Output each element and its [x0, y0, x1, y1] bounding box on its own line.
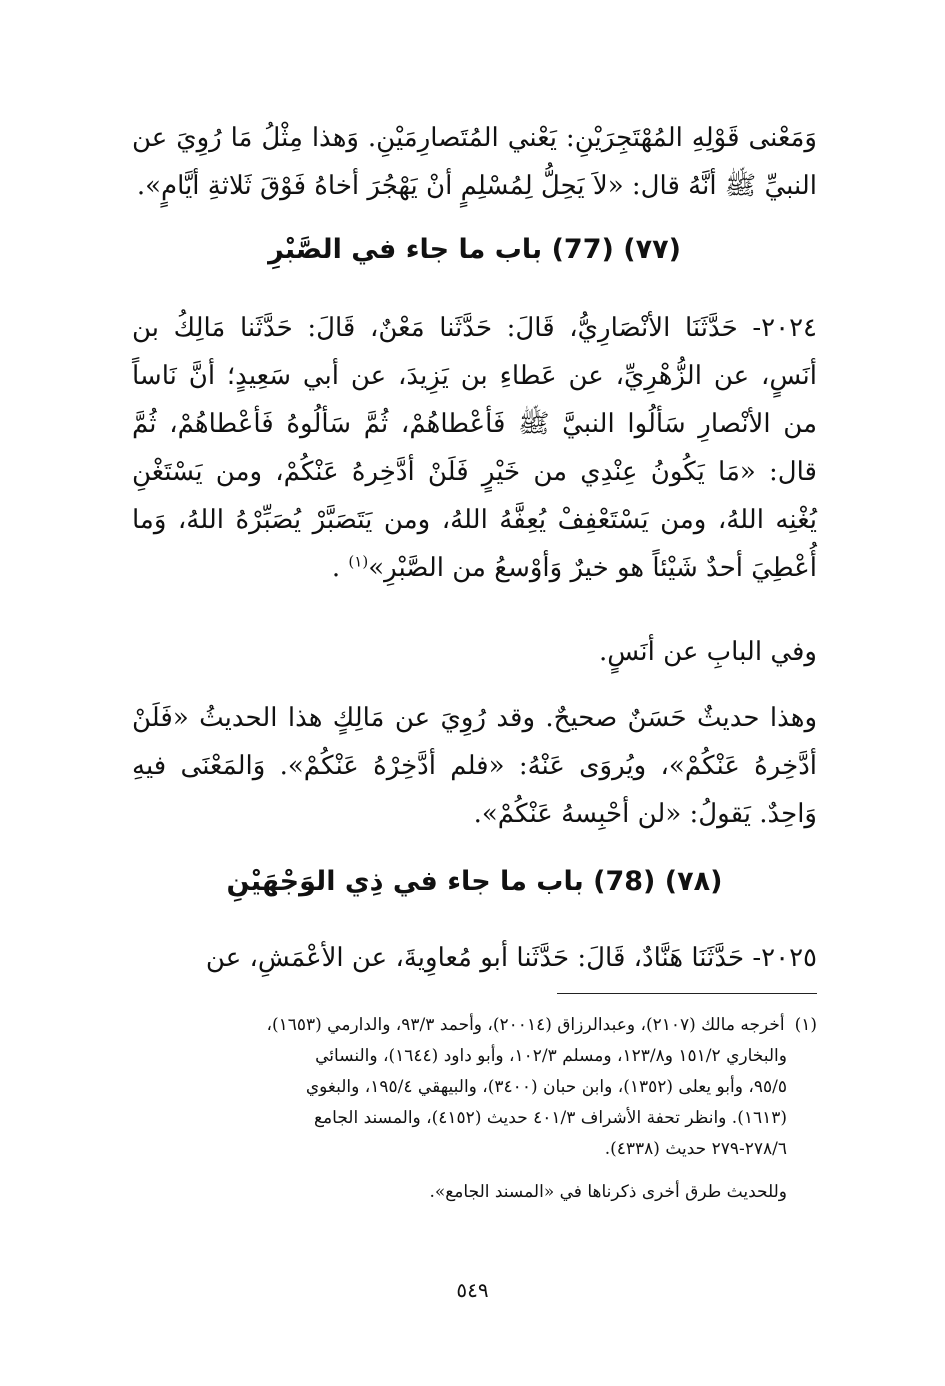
footnote-separator	[557, 993, 817, 994]
also-in-chapter: وفي البابِ عن أنَسٍ.	[598, 637, 817, 667]
footnote-text-1: أخرجه مالك (٢١٠٧)، وعبدالرزاق (٢٠٠١٤)، وأحمد ٩٣/٣، والدارمي (١٦٥٣)،	[266, 1015, 785, 1035]
hadith-2025-block	[132, 934, 817, 982]
page-number: ٥٤٩	[456, 1278, 489, 1302]
intro-paragraph: وَمَعْنى قَوْلِهِ المُهْتَجِرَيْنِ: يَعْني المُتَصارِمَيْنِ. وَهذا مِثْلُ مَا رُوِيَ عن النبيِّ ﷺ أنَّهُ قال: «لاَ يَحِلُّ لِمُسْلِمٍ أنْ يَهْجُرَ أخاهُ فَوْقَ ثَلاثةِ أيَّامٍ».	[132, 123, 817, 201]
footnote-line-4: (١٦١٣). وانظر تحفة الأشراف ٤٠١/٣ حديث (٤١٥٢)، والمسند الجامع	[313, 1108, 787, 1128]
hadith-2024-body: ٢٠٢٤- حَدَّثَنَا الأنْصَارِيُّ، قَالَ: حَدَّثَنا مَعْنٌ، قَالَ: حَدَّثَنا مَالِكُ بن أنَسٍ، عن الزُّهْرِيِّ، عن عَطاءِ بن يَزِيدَ، عن أبي سَعِيدٍ؛ أنَّ نَاساً من الأنْصارِ سَألُوا النبيَّ ﷺ فَأعْطاهُمْ، ثُمَّ سَألُوهُ فَأعْطاهُمْ، ثُمَّ قال: «مَا يَكُونُ عِنْدِي من خَيْرٍ فَلَنْ أدَّخِرهُ عَنْكُمْ، ومن يَسْتَغْنِ يُغْنِه اللهُ، ومن يَسْتَعْفِفْ يُعِفَّهُ اللهُ، ومن يَتَصَبَّرْ يُصَبِّرْهُ اللهُ، وَما أُعْطِيَ أحدٌ شَيْئاً هو خيرٌ وَأوْسعُ من الصَّبْرِ»	[132, 313, 817, 583]
footnote-line-5: ٢٧٨/٦-٢٧٩ حديث (٤٣٣٨).	[604, 1139, 787, 1159]
hadith-2025-start: ٢٠٢٥- حَدَّثَنَا هَنَّادٌ، قَالَ: حَدَّثَنا أبو مُعاوِيةَ، عن الأعْمَشِ، عن	[205, 943, 817, 973]
chapter-78-heading: (٧٨) (78) باب ما جاء في ذِي الوَجْهَيْنِ	[226, 866, 723, 897]
footnote-line-3: ٩٥/٥، وأبو يعلى (١٣٥٢)، وابن حبان (٣٤٠٠)، والبيهقي ١٩٥/٤، والبغوي	[305, 1077, 787, 1097]
footnote-line-1	[132, 1010, 817, 1041]
footnotes-block	[132, 1010, 817, 1208]
footnote-number: (١)	[794, 1015, 817, 1035]
grading-block	[132, 694, 817, 838]
hadith-2024-text	[132, 304, 817, 592]
footnote-note: وللحديث طرق أخرى ذكرناها في «المسند الجامع».	[429, 1182, 787, 1202]
chapter-77-heading: (٧٧) (77) باب ما جاء في الصَّبْرِ	[268, 234, 681, 265]
hadith-2024-block	[132, 304, 817, 592]
also-in-chapter-block	[132, 628, 817, 676]
hadith-2024-end: .	[331, 553, 341, 583]
intro-paragraph-block	[132, 114, 817, 210]
footnote-marker: (١)	[348, 552, 369, 571]
footnote-line-2: والبخاري ١٥١/٢ و١٢٣/٨، ومسلم ١٠٢/٣، وأبو داود (١٦٤٤)، والنسائي	[315, 1046, 787, 1066]
grading-paragraph: وهذا حديثٌ حَسَنٌ صحيحٌ. وقد رُوِيَ عن مَالِكٍ هذا الحديثُ «فَلَنْ أدَّخِرهُ عَنْكُمْ»، ويُروَى عَنْهُ: «فلم أدَّخِرْهُ عَنْكُمْ». وَالمَعْنَى فيهِ وَاحِدٌ. يَقولُ: «لن أحْبِسهُ عَنْكُمْ».	[132, 703, 817, 829]
